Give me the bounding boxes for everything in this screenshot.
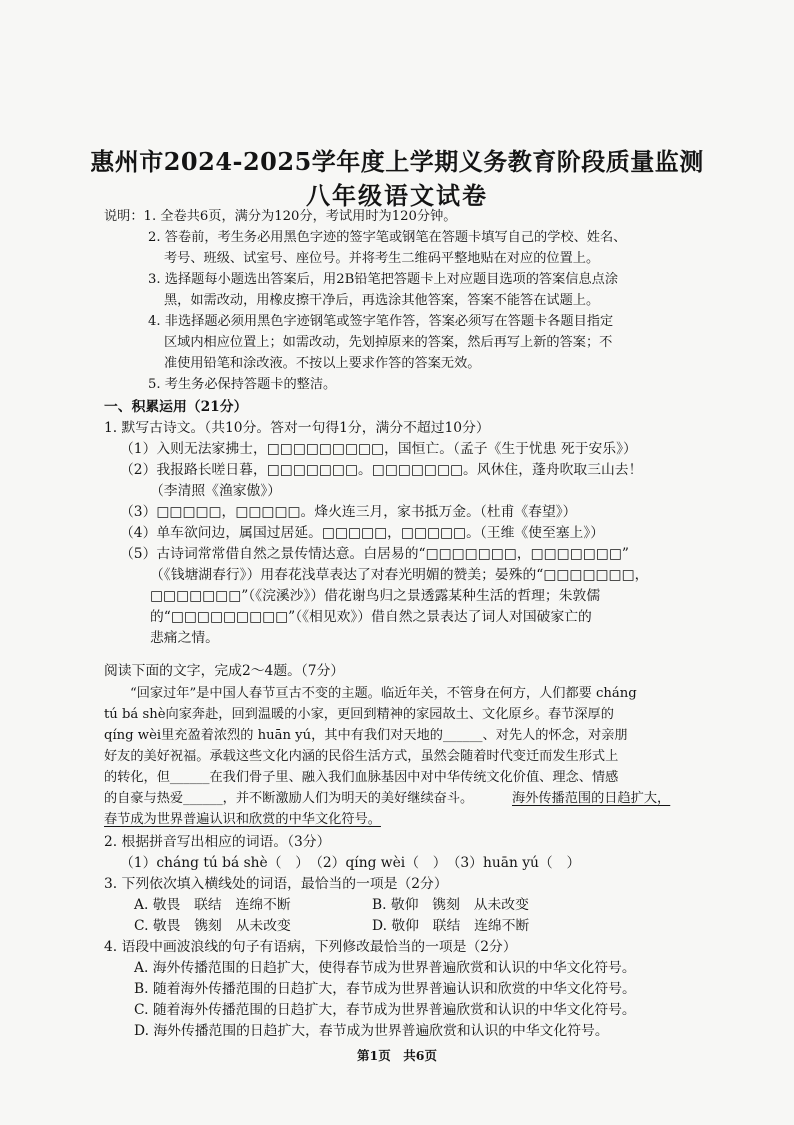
instruction-line: 考号、班级、试室号、座位号。并将考生二维码平整地贴在对应的位置上。 bbox=[164, 251, 600, 266]
poem-item: （李清照《渔家傲》） bbox=[150, 483, 282, 499]
passage-line: 的转化，但______在我们骨子里、融入我们血脉基因中对中华传统文化价值、理念、情感 bbox=[104, 770, 619, 785]
instruction-line: 3. 选择题每小题选出答案后，用2B铅笔把答题卡上对应题目选项的答案信息点涂 bbox=[148, 272, 619, 287]
q4-option: B. 随着海外传播范围的日趋扩大，春节成为世界普遍认识和欣赏的中华文化符号。 bbox=[134, 981, 636, 997]
passage-line: 的自豪与热爱______，并不断激励人们为明天的美好继续奋斗。 bbox=[104, 791, 474, 806]
poem-item: （《钱塘湖春行》）用春花浅草表达了对春光明媚的赞美；晏殊的“□□□□□□□， bbox=[150, 567, 649, 583]
question-1-stem: 1. 默写古诗文。（共10分。答对一句得1分，满分不超过10分） bbox=[104, 420, 490, 436]
question-4-stem: 4. 语段中画波浪线的句子有语病，下列修改最恰当的一项是（2分） bbox=[104, 939, 517, 955]
passage-line: “回家过年”是中国人春节亘古不变的主题。临近年关，不管身在何方，人们都要 cháng bbox=[130, 686, 637, 701]
wavy-underlined-sentence: 春节成为世界普遍认识和欣赏的中华文化符号。 bbox=[104, 812, 381, 827]
q3-option: C. 敬畏 镌刻 从未改变 bbox=[134, 918, 291, 934]
poem-item: （2）我报路长嗟日暮，□□□□□□□。□□□□□□□。风休住，蓬舟吹取三山去！ bbox=[120, 462, 643, 478]
section-heading: 一、积累运用（21分） bbox=[104, 399, 248, 415]
passage-line: qíng wèi里充盈着浓烈的 huān yú，其中有我们对天地的______、对先人的怀念，对亲朋 bbox=[104, 728, 628, 743]
instruction-line: 黑，如需改动，用橡皮擦干净后，再选涂其他答案，答案不能答在试题上。 bbox=[164, 293, 600, 308]
poem-item: 的“□□□□□□□□□”（《相见欢》）借自然之景表达了词人对国破家亡的 bbox=[150, 609, 592, 625]
exam-subtitle: 八年级语文试卷 bbox=[306, 181, 488, 210]
instruction-line: 4. 非选择题必须用黑色字迹钢笔或签字笔作答，答案必须写在答题卡各题目指定 bbox=[148, 314, 614, 329]
poem-item: （5）古诗词常常借自然之景传情达意。白居易的“□□□□□□□，□□□□□□□” bbox=[120, 546, 629, 562]
q4-option: D. 海外传播范围的日趋扩大，春节成为世界普遍欣赏和认识的中华文化符号。 bbox=[134, 1023, 609, 1039]
wavy-underlined-sentence: 海外传播范围的日趋扩大， bbox=[512, 791, 671, 806]
q4-option: A. 海外传播范围的日趋扩大，使得春节成为世界普遍欣赏和认识的中华文化符号。 bbox=[134, 960, 636, 976]
passage-line: 好友的美好祝福。承载这些文化内涵的民俗生活方式，虽然会随着时代变迁而发生形式上 bbox=[104, 749, 619, 764]
reading-intro: 阅读下面的文字，完成2～4题。（7分） bbox=[104, 663, 345, 679]
poem-item: （3）□□□□□，□□□□□。烽火连三月，家书抵万金。（杜甫《春望》） bbox=[120, 504, 577, 520]
question-2-items: （1）cháng tú bá shè（ ） （2）qíng wèi（ ） （3）huān yú（ ） bbox=[120, 855, 581, 871]
instruction-line: 说明：1. 全卷共6页，满分为120分，考试用时为120分钟。 bbox=[104, 209, 457, 224]
question-3-stem: 3. 下列依次填入横线处的词语，最恰当的一项是（2分） bbox=[104, 876, 448, 892]
instruction-line: 区域内相应位置上；如需改动，先划掉原来的答案，然后再写上新的答案；不 bbox=[164, 335, 613, 350]
instruction-line: 5. 考生务必保持答题卡的整洁。 bbox=[148, 377, 337, 392]
passage-line: tú bá shè向家奔赴，回到温暖的小家，更回到精神的家园故土、文化原乡。春节深厚的 bbox=[104, 707, 614, 722]
q4-option: C. 随着海外传播范围的日趋扩大，春节成为世界普遍欣赏和认识的中华文化符号。 bbox=[134, 1002, 636, 1018]
instruction-line: 2. 答卷前，考生务必用黑色字迹的签字笔或钢笔在答题卡填写自己的学校、姓名、 bbox=[148, 230, 627, 245]
poem-item: 悲痛之情。 bbox=[150, 630, 219, 646]
poem-item: （1）入则无法家拂士，□□□□□□□□□，国恒亡。（孟子《生于忧患 死于安乐》） bbox=[120, 441, 637, 457]
poem-item: （4）单车欲问边，属国过居延。□□□□□，□□□□□。（王维《使至塞上》） bbox=[120, 525, 605, 541]
q3-option: D. 敬仰 联结 连绵不断 bbox=[372, 918, 530, 934]
question-2-stem: 2. 根据拼音写出相应的词语。（3分） bbox=[104, 834, 331, 850]
exam-title: 惠州市2024-2025学年度上学期义务教育阶段质量监测 bbox=[90, 147, 704, 176]
page-footer: 第1页 共6页 bbox=[357, 1048, 437, 1063]
q3-option: A. 敬畏 联结 连绵不断 bbox=[134, 897, 291, 913]
instruction-line: 准使用铅笔和涂改液。不按以上要求作答的答案无效。 bbox=[164, 356, 481, 371]
poem-item: □□□□□□□”（《浣溪沙》）借花谢鸟归之景透露某种生活的哲理；朱敦儒 bbox=[150, 588, 601, 604]
q3-option: B. 敬仰 镌刻 从未改变 bbox=[372, 897, 529, 913]
